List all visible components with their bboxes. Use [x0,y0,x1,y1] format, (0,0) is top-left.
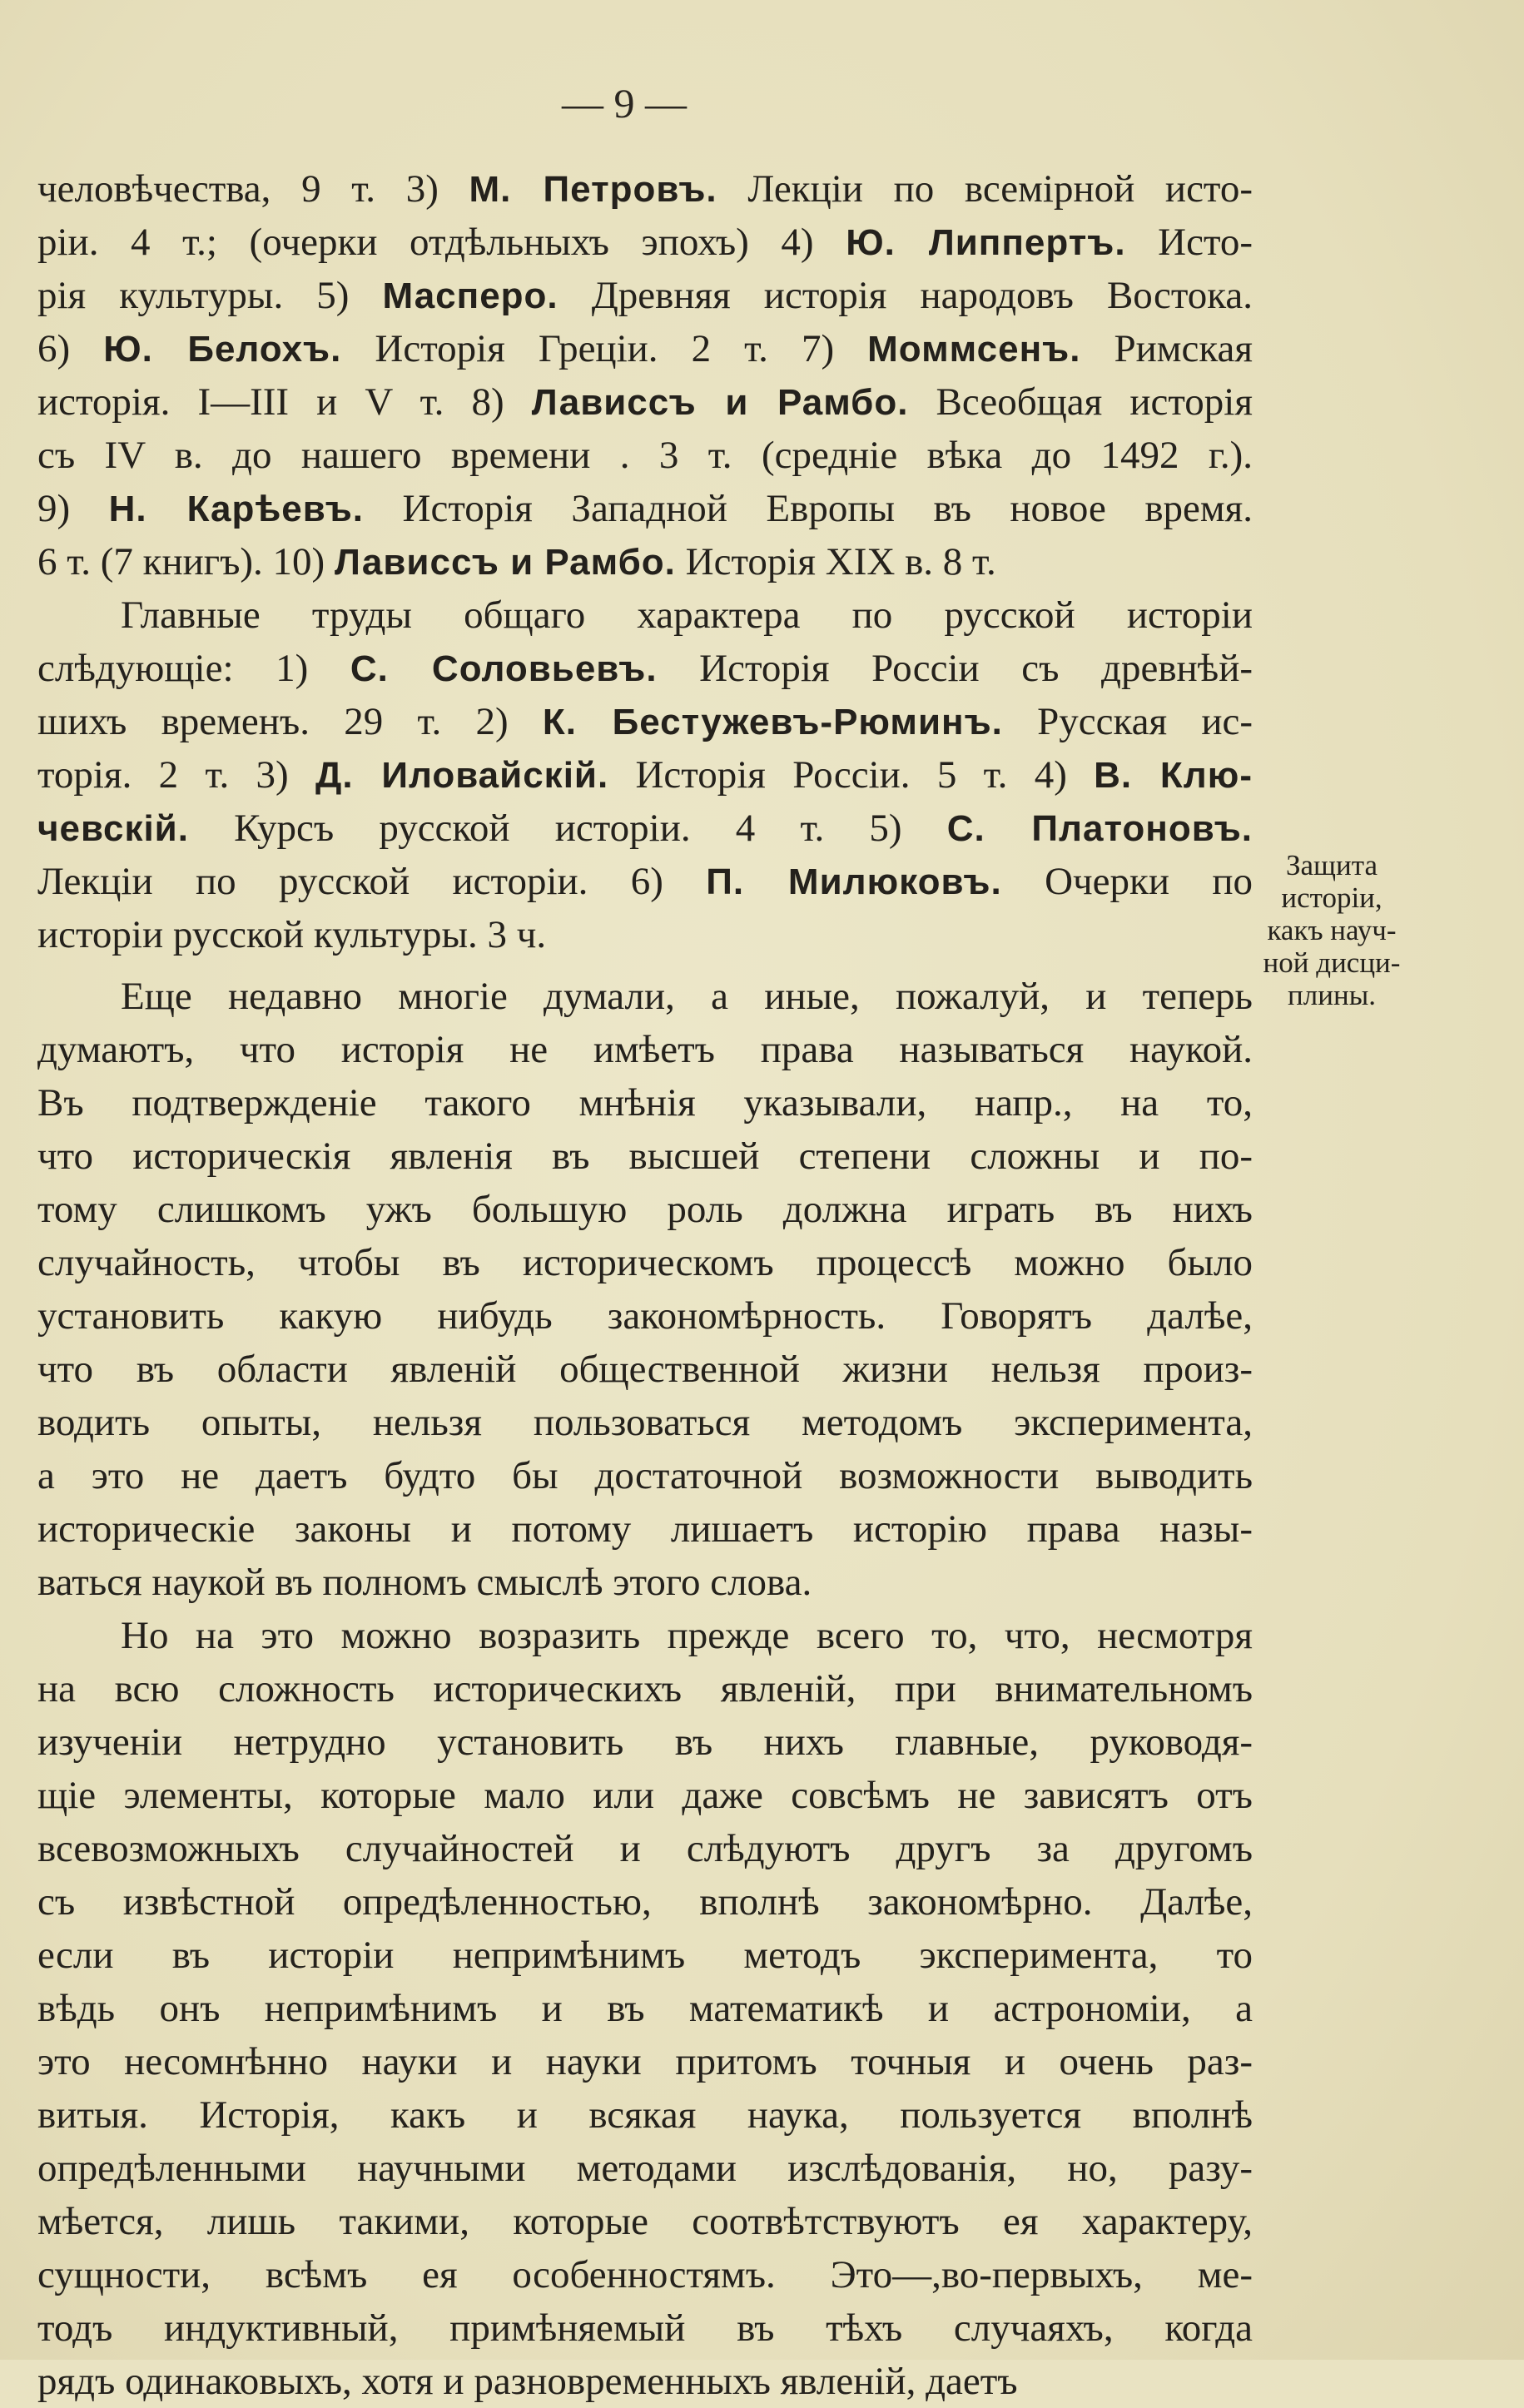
text-line [37,1396,1253,1449]
author-name: П. Милюковъ. [706,861,1002,902]
text-run: Исто- [1125,221,1253,264]
author-name: С. Соловьевъ. [350,648,658,689]
text-run: 9) [37,487,109,530]
text-line [37,2301,1253,2355]
text-run: Римская [1080,327,1253,370]
text-line [37,1556,1253,1609]
text-run: 6 т. (7 книгъ). 10) [37,540,335,583]
margin-note-line: Защита [1285,849,1378,881]
text-run: если въ исторіи непримѣнимъ методъ эксперимента, то [37,1934,1253,1977]
text-line [37,216,1253,269]
text-run: мѣется, лишь такими, которые соотвѣтствуютъ ея характеру, [37,2200,1253,2243]
text-line [37,1023,1253,1076]
text-line [37,482,1253,535]
text-line [37,2035,1253,2088]
text-line [37,1769,1253,1822]
author-name: Д. Иловайскій. [315,755,609,796]
text-run: Въ подтвержденіе такого мнѣнія указывали, напр., на то, [37,1081,1253,1125]
paragraph-history-as-science [37,970,1253,1609]
text-run: 6) [37,327,104,370]
text-line [37,1236,1253,1289]
text-run: тому слишкомъ ужъ большую роль должна играть въ нихъ [37,1188,1253,1231]
text-run: думаютъ, что исторія не имѣетъ права называться наукой. [37,1028,1253,1071]
margin-note-line: плины. [1288,979,1376,1011]
author-name: Лависсъ и Рамбо. [334,542,676,583]
text-run: Всеобщая исторія [908,380,1253,424]
text-run: историческіе законы и потому лишаетъ исторію права назы- [37,1507,1253,1551]
text-run: водить опыты, нельзя пользоваться методомъ эксперимента, [37,1401,1253,1444]
author-name: В. Клю- [1094,755,1253,796]
text-run: исторіи русской культуры. 3 ч. [37,913,547,956]
text-run: рія культуры. 5) [37,274,383,317]
text-line [37,1982,1253,2035]
paragraph-russian-history [37,588,1253,961]
text-run: щіе элементы, которые мало или даже совсѣмъ не зависятъ отъ [37,1774,1253,1817]
text-run: Русская ис- [1002,700,1253,743]
text-run: всевозможныхъ случайностей и слѣдуютъ другъ за другомъ [37,1827,1253,1870]
text-run: Исторія Россіи съ древнѣй- [657,647,1253,690]
text-line [37,748,1253,802]
text-run: человѣчества, 9 т. 3) [37,167,469,211]
text-run: Лекціи по русской исторіи. 6) [37,860,707,903]
paragraph-reading-list [37,162,1253,588]
author-name: М. Петровъ. [469,169,717,210]
text-run: изученіи нетрудно установить въ нихъ главные, руководя- [37,1720,1253,1764]
text-line [37,429,1253,482]
text-run: Исторія XIX в. 8 т. [675,540,996,583]
text-line [37,269,1253,322]
text-run: Очерки по [1001,860,1253,903]
text-line [37,855,1253,908]
text-run: Исторія Западной Европы въ новое время. [364,487,1253,530]
text-run: опредѣленными научными методами изслѣдованія, но, разу- [37,2147,1253,2190]
text-run: что историческія явленія въ высшей степени сложны и по- [37,1134,1253,1178]
text-line [37,1289,1253,1343]
text-run: торія. 2 т. 3) [37,753,315,797]
text-line [37,1076,1253,1130]
text-run: тодъ индуктивный, примѣняемый въ тѣхъ случаяхъ, когда [37,2306,1253,2350]
text-line [37,535,1253,588]
text-run: Главные труды общаго характера по русской исторіи [121,593,1253,637]
author-name: Масперо. [382,276,558,316]
text-line [37,1130,1253,1183]
author-name: чевскій. [37,808,189,849]
text-line [37,1609,1253,1662]
text-run: ваться наукой въ полномъ смыслѣ этого слова. [37,1561,812,1604]
margin-note-line: ной дисци- [1263,946,1401,979]
text-line [37,1183,1253,1236]
text-line [37,970,1253,1023]
margin-note-line: какъ науч- [1267,914,1397,946]
text-line [37,162,1253,216]
text-run: а это не даетъ будто бы достаточной возможности выводить [37,1454,1253,1497]
text-line [37,588,1253,642]
body-text [37,162,1253,2408]
text-line [37,2088,1253,2142]
text-line [37,1929,1253,1982]
margin-note [1253,849,1411,1011]
text-run: витыя. Исторія, какъ и всякая наука, пользуется вполнѣ [37,2093,1253,2137]
text-run: сущности, всѣмъ ея особенностямъ. Это—,во-первыхъ, ме- [37,2253,1253,2296]
text-run: рядъ одинаковыхъ, хотя и разновременныхъ явленій, даетъ [37,2360,1018,2403]
text-line [37,1822,1253,1875]
author-name: С. Платоновъ. [946,808,1253,849]
text-run: съ извѣстной опредѣленностью, вполнѣ закономѣрно. Далѣе, [37,1880,1253,1924]
text-line [37,2355,1253,2408]
text-line [37,375,1253,429]
text-line [37,322,1253,375]
text-run: на всю сложность историческихъ явленій, при внимательномъ [37,1667,1253,1710]
author-name: Ю. Белохъ. [103,329,342,370]
text-run: установить какую нибудь закономѣрность. Говорятъ далѣе, [37,1294,1253,1338]
text-line [37,642,1253,695]
author-name: Лависсъ и Рамбо. [531,382,909,423]
text-run: Исторія Греціи. 2 т. 7) [341,327,868,370]
text-run: слѣдующіе: 1) [37,647,350,690]
text-run: исторія. I—III и V т. 8) [37,380,532,424]
text-line [37,2142,1253,2195]
author-name: К. Бестужевъ-Рюминъ. [542,702,1003,742]
author-name: Моммсенъ. [867,329,1081,370]
text-run: вѣдь онъ непримѣнимъ и въ математикѣ и астрономіи, а [37,1987,1253,2030]
text-run: Исторія Россіи. 5 т. 4) [608,753,1095,797]
text-line [37,2248,1253,2301]
text-line [37,1875,1253,1929]
text-line [37,1662,1253,1715]
text-line [37,695,1253,748]
text-run: что въ области явленій общественной жизни нельзя произ- [37,1348,1253,1391]
text-run: ріи. 4 т.; (очерки отдѣльныхъ эпохъ) 4) [37,221,846,264]
text-line [37,2195,1253,2248]
text-run: Но на это можно возразить прежде всего то, что, несмотря [121,1614,1253,1657]
text-run: это несомнѣнно науки и науки притомъ точныя и очень раз- [37,2040,1253,2083]
text-run: шихъ временъ. 29 т. 2) [37,700,543,743]
text-line [37,908,1253,961]
text-run: Лекціи по всемірной исто- [717,167,1253,211]
paragraph-rebuttal [37,1609,1253,2408]
author-name: Ю. Липпертъ. [846,222,1126,263]
text-run: Еще недавно многіе думали, а иные, пожалуй, и теперь [121,975,1253,1018]
text-line [37,1343,1253,1396]
margin-note-line: исторіи, [1281,881,1383,914]
text-line [37,1502,1253,1556]
page-number: — 9 — [562,80,687,127]
text-line [37,802,1253,855]
text-line [37,1449,1253,1502]
text-line [37,1715,1253,1769]
text-run: Древняя исторія народовъ Востока. [558,274,1253,317]
text-run: случайность, чтобы въ историческомъ процессѣ можно было [37,1241,1253,1284]
text-run: Курсъ русской исторіи. 4 т. 5) [188,807,947,850]
text-run: съ IV в. до нашего времени . 3 т. (средніе вѣка до 1492 г.). [37,434,1253,477]
author-name: Н. Карѣевъ. [108,489,365,529]
